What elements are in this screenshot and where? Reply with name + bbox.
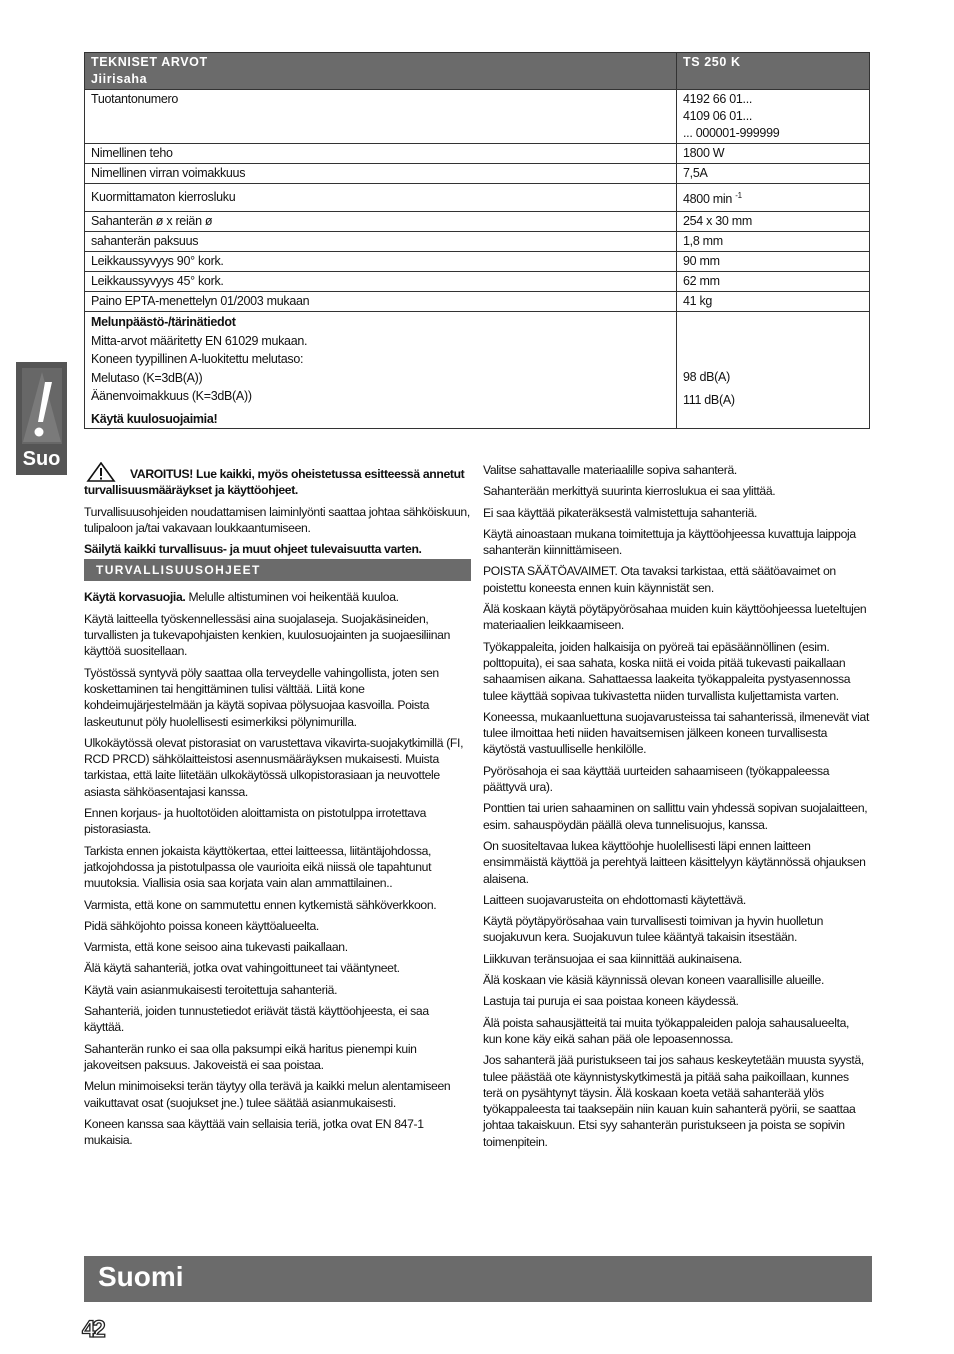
noise-line: Koneen tyypillinen A-luokitettu melutaso: bbox=[91, 352, 304, 366]
paragraph: Lastuja tai puruja ei saa poistaa koneen käydessä. bbox=[483, 994, 739, 1009]
paragraph: Melun minimoiseksi terän täytyy olla terävä ja kaikki melun alentamiseen vaikuttavat osat (suojukset jne.) tulee säätää asianmukaisesti. bbox=[84, 1079, 451, 1110]
spec-value bbox=[677, 184, 870, 212]
spec-row bbox=[85, 90, 870, 144]
spec-label: Sahanterän ø x reiän ø bbox=[85, 212, 677, 232]
language-title: Suomi bbox=[98, 1261, 184, 1292]
paragraph: Työstössä syntyvä pöly saattaa olla terveydelle vahingollista, joten sen koskettaminen tai hengittäminen tulisi välttää. Liitä kone kohdeimujärjestelmään ja käytä sopivaa pölysuojaa kasvoilla. Poista laskeutunut pöly huolellisesti esimerkiksi pölynimurilla. bbox=[84, 665, 439, 729]
paragraph: Koneessa, mukaanluettuna suojavarusteissa tai sahanterissä, ilmenevät viat tulee ilmoittaa heti niiden havaitsemisen jälkeen koneen turvallisesta käytöstä vastuulliselle henkilölle. bbox=[483, 709, 870, 757]
spec-row-noise bbox=[85, 312, 870, 429]
spec-value-line: 4109 06 01... bbox=[683, 109, 753, 123]
spec-label: Nimellinen virran voimakkuus bbox=[85, 164, 677, 184]
paragraph: Älä käytä sahanteriä, jotka ovat vahingoittuneet tai vääntyneet. bbox=[84, 961, 400, 976]
paragraph: Käytä pöytäpyörösahaa vain turvallisesti toimivan ja hyvin huolletun suojakuvun kera. Suojakuvun tulee kääntyä takaisin itsestään. bbox=[483, 914, 823, 945]
spec-row bbox=[85, 232, 870, 252]
spec-header-subtitle: Jiirisaha bbox=[91, 72, 148, 86]
paragraph: Sahanteriä, joiden tunnustetiedot eriävät tästä käyttöohjeesta, ei saa käyttää. bbox=[84, 1004, 429, 1035]
spec-row bbox=[85, 212, 870, 232]
warning-heading bbox=[84, 462, 471, 499]
paragraph: Käytä laitteella työskennellessäsi aina suojalaseja. Suojakäsineiden, turvallisten ja tukevapohjaisten kenkien, kuulosuojainten ja suojaesiliinan käyttöä suositellaan. bbox=[84, 611, 451, 659]
ear-protection-bold: Käytä korvasuojia. bbox=[84, 590, 186, 605]
paragraph: Varmista, että kone seisoo aina tukevasti paikallaan. bbox=[84, 940, 348, 955]
spec-value: 41 kg bbox=[677, 292, 870, 312]
noise-warning: Käytä kuulosuojaimia! bbox=[91, 411, 218, 426]
noise-values bbox=[677, 312, 870, 429]
spec-header-title: TEKNISET ARVOT bbox=[91, 55, 208, 69]
paragraph: On suositeltavaa lukea käyttöohje huolellisesti läpi ennen laitteen ensimmäistä käyttöä ja perehtyä laitteen käsittelyyn käytännössä ohjauksen alaisena. bbox=[483, 838, 866, 886]
noise-line: Melutaso (K=3dB(A)) bbox=[91, 370, 203, 385]
right-column bbox=[483, 462, 870, 1155]
side-tab bbox=[16, 362, 67, 475]
section-title: TURVALLISUUSOHJEET bbox=[84, 559, 471, 581]
paragraph: POISTA SÄÄTÖAVAIMET. Ota tavaksi tarkistaa, että säätöavaimet on poistettu koneesta ennen kuin käynnistät sen. bbox=[483, 564, 836, 595]
keep-instructions-text: Säilytä kaikki turvallisuus- ja muut ohjeet tulevaisuutta varten. bbox=[84, 542, 422, 557]
paragraph: Älä poista sahausjätteitä tai muita työkappaleiden paloja sahausalueelta, kun kone käy eikä sahan pää ole lepoasennossa. bbox=[483, 1015, 850, 1046]
spec-row bbox=[85, 184, 870, 212]
paragraph: Koneen kanssa saa käyttää vain sellaisia teriä, jotka ovat EN 847-1 mukaisia. bbox=[84, 1116, 424, 1148]
spec-label: Nimellinen teho bbox=[85, 144, 677, 164]
page-number: 42 bbox=[82, 1316, 103, 1343]
noise-value: 98 dB(A) bbox=[683, 370, 730, 384]
paragraph: Sahanterään merkittyä suurinta kierroslukua ei saa ylittää. bbox=[483, 484, 776, 499]
spec-header-model: TS 250 K bbox=[677, 53, 870, 90]
paragraph: Varmista, että kone on sammutettu ennen kytkemistä sähköverkkoon. bbox=[84, 897, 437, 912]
paragraph: Älä koskaan käytä pöytäpyörösahaa muiden kuin käyttöohjeessa lueteltujen materiaalien leikkaamiseen. bbox=[483, 602, 867, 633]
paragraph: Ei saa käyttää pikateräksestä valmistettuja sahanteriä. bbox=[483, 505, 758, 520]
spec-value: 62 mm bbox=[677, 272, 870, 292]
paragraph: Liikkuvan teränsuojaa ei saa kiinnittää aukinaisena. bbox=[483, 951, 742, 966]
spec-table bbox=[84, 52, 870, 429]
paragraph: Pidä sähköjohto poissa koneen käyttöalueelta. bbox=[84, 918, 319, 933]
spec-value: 90 mm bbox=[677, 252, 870, 272]
spec-value-text: 4800 min bbox=[683, 192, 733, 207]
spec-header-title-cell bbox=[85, 53, 677, 90]
spec-value-line: 4192 66 01... bbox=[683, 92, 753, 106]
spec-label: sahanterän paksuus bbox=[85, 232, 677, 252]
spec-label: Kuormittamaton kierrosluku bbox=[85, 184, 677, 212]
paragraph: Ponttien tai urien sahaaminen on sallittu vain yhdessä sopivan suojalaitteen, esim. sahauspöydän päällä oleva tunnelisuojus, kanssa. bbox=[483, 801, 868, 832]
spec-row bbox=[85, 164, 870, 184]
language-footer-bar bbox=[84, 1256, 872, 1302]
left-column bbox=[84, 462, 471, 1153]
spec-label: Paino EPTA-menettelyn 01/2003 mukaan bbox=[85, 292, 677, 312]
warning-triangle-icon bbox=[86, 462, 116, 482]
paragraph: Käytä vain asianmukaisesti teroitettuja sahanteriä. bbox=[84, 982, 338, 997]
paragraph: Käytä ainoastaan mukana toimitettuja ja käyttöohjeessa kuvattuja laippoja sahanterän kiinnittämiseen. bbox=[483, 526, 856, 558]
paragraph: Työkappaleita, joiden halkaisija on pyöreä tai epäsäännöllinen (esim. polttopuita), ei saa sahata, koska niitä ei voida pitää tukevasti paikallaan sahaamisen aikana. Sahattaessa laakeita työkappaleita pystyasennossa tulee käyttää sopivaa tukivastetta niiden turvallista kuljettamista varten. bbox=[483, 639, 851, 703]
spec-value bbox=[677, 90, 870, 144]
spec-value: 7,5A bbox=[677, 164, 870, 184]
spec-row bbox=[85, 292, 870, 312]
warning-title: VAROITUS! Lue kaikki, myös oheistetussa esitteessä annetut turvallisuusmääräykset ja käyttöohjeet. bbox=[84, 467, 465, 498]
ear-protection-text: Melulle altistuminen voi heikentää kuuloa. bbox=[185, 590, 399, 605]
noise-cell bbox=[85, 312, 677, 429]
paragraph bbox=[84, 589, 471, 605]
paragraph: Laitteen suojavarusteita on ehdottomasti käytettävä. bbox=[483, 892, 746, 907]
noise-line: Mitta-arvot määritetty EN 61029 mukaan. bbox=[91, 333, 308, 348]
spec-value-line: ... 000001-999999 bbox=[683, 126, 780, 140]
spec-row bbox=[85, 272, 870, 292]
spec-table-header bbox=[85, 53, 870, 90]
spec-value: 1800 W bbox=[677, 144, 870, 164]
warning-text: Turvallisuusohjeiden noudattamisen laiminlyönti saattaa johtaa sähköiskuun, tulipaloon ja/tai vakavaan loukkaantumiseen. bbox=[84, 504, 470, 535]
spec-value-superscript: -1 bbox=[735, 190, 742, 200]
warning-exclamation-icon bbox=[22, 368, 62, 444]
paragraph: Valitse sahattavalle materiaalille sopiva sahanterä. bbox=[483, 463, 737, 477]
spec-label: Leikkaussyvyys 90° kork. bbox=[85, 252, 677, 272]
paragraph: Sahanterän runko ei saa olla paksumpi eikä haritus pienempi kuin jakoveitsen paksuus. Jakoveistä ei saa poistaa. bbox=[84, 1041, 417, 1072]
spec-label: Leikkaussyvyys 45° kork. bbox=[85, 272, 677, 292]
paragraph: Jos sahanterä jää puristukseen tai jos sahaus keskeytetään muusta syystä, tulee päästää ote käynnistyskytkimestä ja pitää saha paikoillaan, kunnes terä on pysähtynyt täysin. Älä koskaan koeta vetää sahanterää ylös työkappaleesta tai taaksepäin niin kauan kuin sahanterä pyörii, se saattaa johtaa takaiskuun. Etsi syy sahanterän puristukseen ja poista se sopivin toimenpitein. bbox=[483, 1053, 864, 1149]
paragraph: Pyörösahoja ei saa käyttää uurteiden sahaamiseen (työkappaleessa päättyvä ura). bbox=[483, 763, 830, 795]
noise-title: Melunpäästö-/tärinätiedot bbox=[91, 315, 236, 329]
spec-value: 1,8 mm bbox=[677, 232, 870, 252]
paragraph: Tarkista ennen jokaista käyttökertaa, ettei laitteessa, liitäntäjohdossa, jatkojohdossa ja pistotulpassa ole vaurioita eikä niissä ole tapahtunut muutoksia. Viallisia osia saa korjata vain alan ammattilainen.. bbox=[84, 843, 432, 891]
noise-value: 111 dB(A) bbox=[683, 392, 735, 407]
spec-value: 254 x 30 mm bbox=[677, 212, 870, 232]
spec-label: Tuotantonumero bbox=[85, 90, 677, 144]
paragraph: Ulkokäytössä olevat pistorasiat on varustettava vikavirta-suojakytkimillä (FI, RCD PRCD) sähkölaitteistosi asennusmääräyksen mukaisesti. Muista tarkistaa, että laite liitetään ulkokäytössä ulkopistorasiaan ja neuvottele asiasta sähköasentajasi kanssa. bbox=[84, 735, 464, 799]
paragraph: Älä koskaan vie käsiä käynnissä olevan koneen vaarallisille alueille. bbox=[483, 973, 825, 988]
noise-line: Äänenvoimakkuus (K=3dB(A)) bbox=[91, 389, 252, 403]
spec-row bbox=[85, 252, 870, 272]
paragraph: Ennen korjaus- ja huoltotöiden aloittamista on pistotulppa irrotettava pistorasiasta. bbox=[84, 806, 427, 837]
side-tab-label: Suo bbox=[22, 448, 61, 470]
spec-row bbox=[85, 144, 870, 164]
